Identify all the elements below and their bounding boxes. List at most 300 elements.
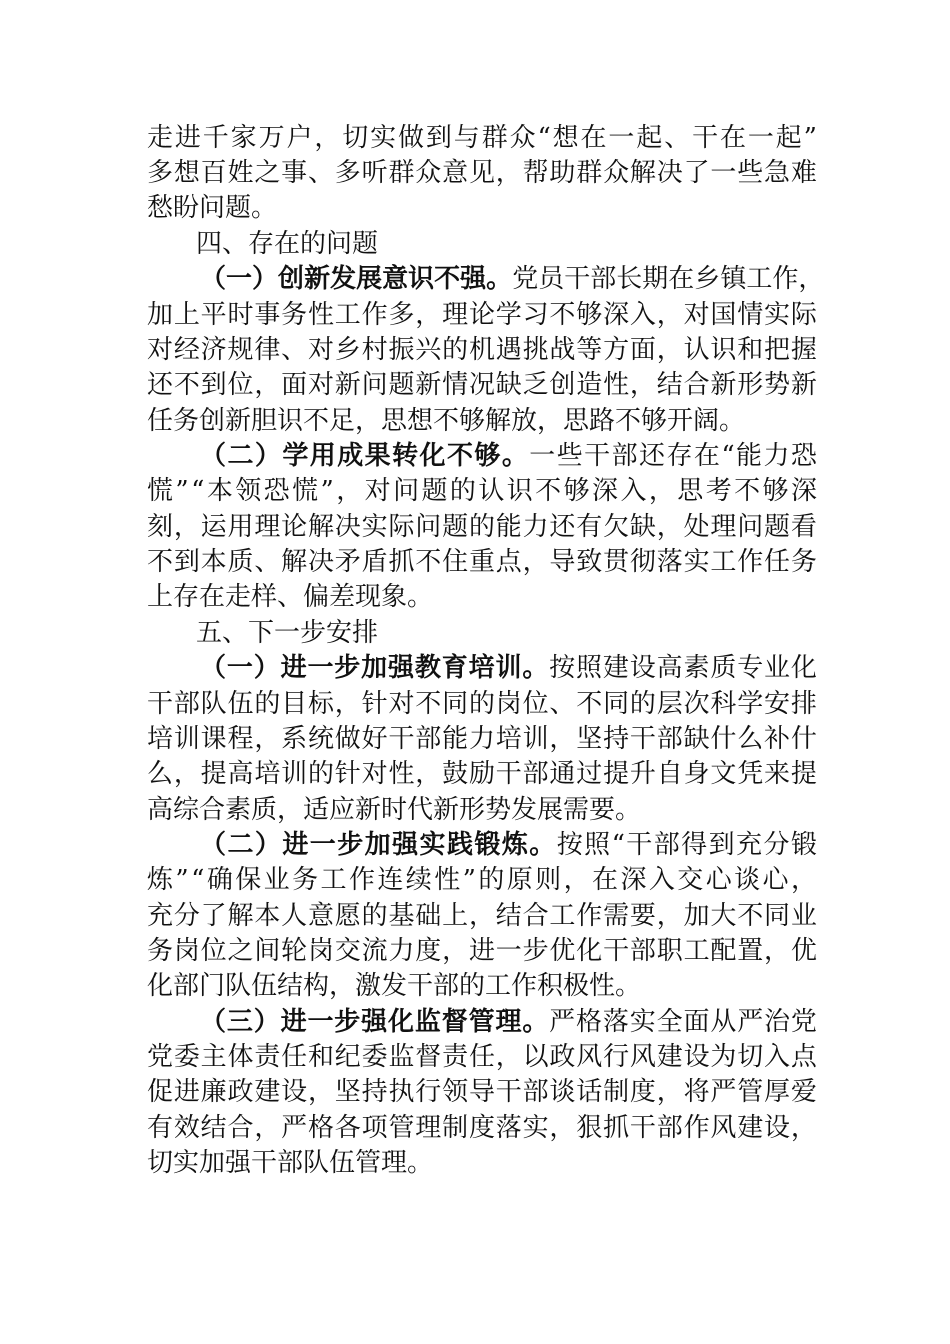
text-char: 质: [227, 547, 254, 577]
text-char: 格: [307, 1113, 334, 1143]
text-char: 次: [683, 689, 710, 719]
text-char: 交: [334, 936, 361, 966]
text-char: ，: [549, 724, 576, 754]
text-char: ，: [495, 158, 522, 188]
text-char: 训: [522, 724, 549, 754]
text-char: 风: [710, 1113, 737, 1143]
text-char: 任: [468, 1042, 495, 1072]
text-char: 之: [227, 936, 254, 966]
text-char: 问: [393, 476, 420, 506]
text-char: 慌: [147, 476, 174, 506]
text-char: 住: [442, 547, 469, 577]
text-char: 起: [636, 123, 663, 153]
text-char: 运: [200, 512, 227, 542]
text-char: ，: [790, 865, 817, 895]
text-char: 促: [147, 1077, 174, 1107]
text-char: 主: [200, 1042, 227, 1072]
text-char: ，: [334, 689, 361, 719]
text-char: 识: [710, 335, 737, 365]
text-char: 持: [361, 1077, 388, 1107]
text-char: 工: [710, 547, 737, 577]
text-char: 坚: [334, 1077, 361, 1107]
text-char: 伍: [227, 689, 254, 719]
text-char: 能: [442, 724, 469, 754]
text-char: 持: [603, 724, 630, 754]
text-char: 岗: [495, 689, 522, 719]
text-char: 决: [656, 158, 683, 188]
text-char: 谈: [734, 865, 761, 895]
text-char: 励: [468, 759, 495, 789]
text-char: 在: [668, 264, 695, 294]
text-char: 兴: [415, 335, 442, 365]
text-char: 新: [334, 370, 361, 400]
text-char: 等: [576, 335, 603, 365]
text-char: 建: [254, 1077, 281, 1107]
text-char: 性: [307, 300, 334, 330]
text-char: 对: [361, 759, 388, 789]
text-char: 步: [334, 1007, 361, 1037]
body-line: [147, 507, 817, 547]
text-char: 提: [790, 759, 817, 789]
line-text: 任务创新胆识不足，思想不够解放，思路不够开阔。: [147, 406, 746, 436]
text-char: 进: [468, 936, 495, 966]
text-char: 性: [603, 370, 630, 400]
text-char: 部: [629, 936, 656, 966]
text-char: 训: [173, 724, 200, 754]
text-char: 结: [200, 1113, 227, 1143]
text-char: 程: [227, 724, 254, 754]
text-char: 部: [522, 759, 549, 789]
text-char: 的: [468, 689, 495, 719]
text-char: 、: [281, 335, 308, 365]
text-char: 领: [235, 476, 262, 506]
text-char: 思: [677, 476, 704, 506]
text-char: 了: [683, 158, 710, 188]
text-char: 想: [173, 158, 200, 188]
text-char: 作: [683, 1113, 710, 1143]
body-line: [147, 577, 817, 617]
text-char: 岗: [173, 936, 200, 966]
body-line: [147, 365, 817, 405]
text-char: 党: [512, 264, 539, 294]
text-char: 合: [522, 901, 549, 931]
text-char: 置: [737, 936, 764, 966]
text-char: 经: [173, 335, 200, 365]
text-char: 到: [708, 830, 735, 860]
text-char: 要: [629, 901, 656, 931]
text-char: 提: [603, 759, 630, 789]
section-heading: [196, 613, 866, 653]
text-char: 刻: [147, 512, 174, 542]
text-char: 三: [226, 1007, 253, 1037]
text-char: 存: [666, 441, 693, 471]
text-char: 行: [415, 1077, 442, 1107]
text-char: 够: [563, 476, 590, 506]
text-char: 欠: [603, 512, 630, 542]
text-char: 心: [705, 865, 732, 895]
text-char: 监: [414, 1007, 441, 1037]
text-char: 千: [202, 123, 229, 153]
text-char: 度: [468, 1113, 495, 1143]
text-char: 缺: [629, 512, 656, 542]
body-line: [147, 1143, 817, 1183]
text-char: 平: [200, 300, 227, 330]
text-char: 课: [200, 724, 227, 754]
text-char: 贯: [603, 547, 630, 577]
text-char: 机: [468, 335, 495, 365]
text-char: 安: [764, 689, 791, 719]
text-char: 础: [415, 901, 442, 931]
text-char: ）: [254, 830, 281, 860]
subsection-line: [200, 648, 817, 688]
text-char: 的: [361, 901, 388, 931]
body-line: [147, 471, 817, 511]
text-char: 训: [495, 653, 522, 683]
subsection-line: [200, 436, 817, 476]
text-char: 对: [364, 476, 391, 506]
body-line: [147, 153, 817, 193]
text-char: 不: [415, 547, 442, 577]
text-char: 造: [576, 370, 603, 400]
text-char: 优: [790, 936, 817, 966]
text-char: 一: [307, 653, 334, 683]
text-char: 一: [226, 264, 253, 294]
text-char: 论: [468, 300, 495, 330]
text-char: 还: [147, 370, 174, 400]
text-char: 镇: [720, 264, 747, 294]
text-char: 国: [710, 300, 737, 330]
text-char: 不: [549, 300, 576, 330]
text-char: 、: [664, 123, 691, 153]
text-char: 家: [230, 123, 257, 153]
text-char: 些: [737, 158, 764, 188]
text-char: 期: [642, 264, 669, 294]
text-char: 实: [419, 830, 446, 860]
text-char: 不: [147, 547, 174, 577]
text-char: 户: [286, 123, 313, 153]
subsection-line: [200, 825, 817, 865]
text-char: 干: [495, 1077, 522, 1107]
text-char: 做: [398, 123, 425, 153]
text-char: ，: [656, 1077, 683, 1107]
text-char: 步: [337, 830, 364, 860]
text-char: ，: [764, 936, 791, 966]
text-char: 题: [764, 512, 791, 542]
text-char: 设: [281, 1077, 308, 1107]
text-char: 上: [173, 300, 200, 330]
text-char: 不: [415, 689, 442, 719]
text-char: 群: [576, 158, 603, 188]
body-line: [147, 754, 817, 794]
text-char: 育: [441, 653, 468, 683]
text-char: 则: [535, 865, 562, 895]
text-char: 务: [790, 547, 817, 577]
text-char: 实: [764, 300, 791, 330]
text-char: 论: [281, 512, 308, 542]
text-char: 么: [147, 759, 174, 789]
text-char: 务: [281, 300, 308, 330]
text-char: 业: [790, 901, 817, 931]
text-char: 在: [592, 865, 619, 895]
text-char: 起: [775, 123, 802, 153]
text-char: 干: [495, 759, 522, 789]
text-char: 对: [307, 370, 334, 400]
text-char: 不: [434, 264, 461, 294]
text-char: “: [537, 123, 551, 153]
text-char: 理: [254, 512, 281, 542]
text-char: 际: [388, 512, 415, 542]
text-char: 续: [405, 865, 432, 895]
text-char: ）: [253, 1007, 280, 1037]
text-char: 保: [235, 865, 262, 895]
text-char: 落: [656, 547, 683, 577]
text-char: 考: [705, 476, 732, 506]
text-char: 新: [790, 370, 817, 400]
text-char: 。: [501, 441, 528, 471]
text-char: ，: [307, 1077, 334, 1107]
text-char: 鼓: [442, 759, 469, 789]
subsection-line: [200, 259, 825, 299]
text-char: ，: [656, 335, 683, 365]
text-char: 间: [254, 936, 281, 966]
text-char: ）: [253, 653, 280, 683]
text-char: 作: [348, 865, 375, 895]
text-char: 风: [576, 1042, 603, 1072]
text-char: 面: [629, 335, 656, 365]
text-char: ，: [336, 476, 363, 506]
text-char: 本: [206, 476, 233, 506]
text-char: 与: [453, 123, 480, 153]
text-char: ，: [415, 759, 442, 789]
text-char: 管: [468, 1007, 495, 1037]
text-char: 上: [442, 901, 469, 931]
text-char: 针: [361, 689, 388, 719]
text-char: 任: [281, 1042, 308, 1072]
text-char: 自: [656, 759, 683, 789]
text-char: 委: [361, 1042, 388, 1072]
line-text: 切实加强干部队伍管理。: [147, 1148, 434, 1178]
text-char: 业: [263, 865, 290, 895]
text-char: 合: [683, 370, 710, 400]
line-text: 上存在走样、偏差现象。: [147, 582, 434, 612]
body-line: [147, 401, 817, 441]
text-char: 愿: [334, 901, 361, 931]
text-char: 理: [415, 1113, 442, 1143]
text-char: 设: [629, 653, 656, 683]
text-char: 落: [495, 1113, 522, 1143]
text-char: 加: [364, 830, 391, 860]
text-char: 队: [200, 689, 227, 719]
text-char: ，: [495, 1042, 522, 1072]
text-char: 工: [334, 300, 361, 330]
text-char: ，: [656, 300, 683, 330]
text-char: 全: [656, 1007, 683, 1037]
text-char: 体: [227, 1042, 254, 1072]
text-char: ，: [563, 865, 590, 895]
text-char: ”: [175, 476, 189, 506]
text-char: 廉: [200, 1077, 227, 1107]
text-char: 交: [677, 865, 704, 895]
text-char: 方: [603, 335, 630, 365]
body-line: [147, 684, 817, 724]
text-char: 执: [388, 1077, 415, 1107]
text-char: 和: [737, 335, 764, 365]
text-char: 些: [556, 441, 583, 471]
text-char: 管: [737, 1077, 764, 1107]
text-char: 不: [446, 441, 473, 471]
text-char: 厚: [764, 1077, 791, 1107]
text-char: 理: [442, 300, 469, 330]
text-char: 位: [522, 689, 549, 719]
text-char: 解: [227, 901, 254, 931]
text-char: 时: [227, 300, 254, 330]
line-text: 化部门队伍结构，激发干部的工作积极性。: [147, 971, 642, 1001]
text-char: ，: [173, 512, 200, 542]
text-char: 加: [683, 901, 710, 931]
text-char: 、: [549, 689, 576, 719]
text-char: 项: [361, 1113, 388, 1143]
text-char: 新: [304, 264, 331, 294]
text-char: ，: [254, 724, 281, 754]
text-char: 握: [790, 335, 817, 365]
text-char: 之: [254, 158, 281, 188]
text-char: 各: [334, 1113, 361, 1143]
text-char: 。: [529, 830, 556, 860]
text-char: 致: [576, 547, 603, 577]
text-char: 党: [790, 1007, 817, 1037]
text-char: 力: [763, 441, 790, 471]
text-char: 干: [626, 830, 653, 860]
text-char: 话: [576, 1077, 603, 1107]
text-char: 专: [737, 653, 764, 683]
text-char: 狠: [576, 1113, 603, 1143]
text-char: 党: [147, 1042, 174, 1072]
text-char: ，: [314, 123, 341, 153]
text-char: 坚: [576, 724, 603, 754]
text-char: 深: [603, 300, 630, 330]
text-char: （: [200, 441, 227, 471]
text-char: 照: [576, 653, 603, 683]
text-char: 什: [710, 724, 737, 754]
text-char: 政: [227, 1077, 254, 1107]
text-char: 问: [415, 512, 442, 542]
body-line: [147, 330, 817, 370]
text-char: 文: [710, 759, 737, 789]
text-char: 济: [200, 335, 227, 365]
section-heading: [196, 224, 866, 264]
text-char: 盾: [361, 547, 388, 577]
body-line: [147, 1108, 817, 1148]
text-char: 炼: [501, 830, 528, 860]
text-char: 化: [576, 936, 603, 966]
text-char: 任: [764, 547, 791, 577]
text-char: 。: [522, 653, 549, 683]
text-char: 标: [307, 689, 334, 719]
text-char: 众: [509, 123, 536, 153]
text-char: 以: [522, 1042, 549, 1072]
text-char: 二: [227, 441, 254, 471]
text-char: 用: [309, 441, 336, 471]
text-char: 进: [280, 1007, 307, 1037]
text-char: 谈: [549, 1077, 576, 1107]
text-char: 进: [280, 653, 307, 683]
text-char: ，: [798, 264, 825, 294]
body-line: [147, 790, 817, 830]
text-char: 作: [737, 547, 764, 577]
text-char: 解: [629, 158, 656, 188]
text-char: 走: [147, 123, 174, 153]
text-char: 的: [442, 335, 469, 365]
text-char: 排: [790, 689, 817, 719]
text-char: 合: [227, 1113, 254, 1143]
text-char: 缺: [683, 724, 710, 754]
text-char: 位: [227, 370, 254, 400]
text-char: 化: [388, 1007, 415, 1037]
text-char: 行: [603, 1042, 630, 1072]
text-char: 强: [388, 653, 415, 683]
text-char: 过: [576, 759, 603, 789]
text-char: 加: [147, 300, 174, 330]
text-char: 学: [495, 300, 522, 330]
text-char: 意: [382, 264, 409, 294]
text-char: 部: [653, 830, 680, 860]
text-char: 的: [254, 689, 281, 719]
text-char: 难: [790, 158, 817, 188]
text-char: 情: [442, 370, 469, 400]
text-char: 切: [342, 123, 369, 153]
text-char: ，: [648, 476, 675, 506]
text-char: 进: [173, 1077, 200, 1107]
text-char: 创: [549, 370, 576, 400]
text-char: 作: [576, 901, 603, 931]
text-char: （: [200, 653, 227, 683]
text-char: 作: [361, 300, 388, 330]
text-char: 需: [603, 901, 630, 931]
line-text: 四、存在的问题: [196, 229, 379, 259]
text-char: 。: [486, 264, 513, 294]
text-char: 分: [763, 830, 790, 860]
text-char: 力: [522, 512, 549, 542]
text-char: 系: [281, 724, 308, 754]
text-char: 对: [147, 335, 174, 365]
subsection-line: [200, 1002, 817, 1042]
text-char: 督: [441, 1007, 468, 1037]
text-char: 制: [442, 1113, 469, 1143]
text-char: 结: [495, 901, 522, 931]
text-char: 什: [790, 724, 817, 754]
text-char: 位: [200, 936, 227, 966]
text-char: 入: [620, 476, 647, 506]
text-char: 意: [442, 158, 469, 188]
text-char: 科: [710, 689, 737, 719]
text-char: 对: [388, 689, 415, 719]
text-char: 加: [361, 653, 388, 683]
text-char: 的: [449, 476, 476, 506]
text-char: ”: [175, 865, 189, 895]
text-char: 用: [227, 512, 254, 542]
text-char: 流: [361, 936, 388, 966]
text-char: 同: [442, 689, 469, 719]
text-char: 层: [656, 689, 683, 719]
text-char: 实: [370, 123, 397, 153]
text-char: 事: [281, 158, 308, 188]
text-char: 同: [603, 689, 630, 719]
text-char: 干: [584, 441, 611, 471]
text-char: ，: [468, 901, 495, 931]
text-char: 理: [495, 1007, 522, 1037]
text-char: 认: [683, 335, 710, 365]
text-char: 不: [576, 689, 603, 719]
